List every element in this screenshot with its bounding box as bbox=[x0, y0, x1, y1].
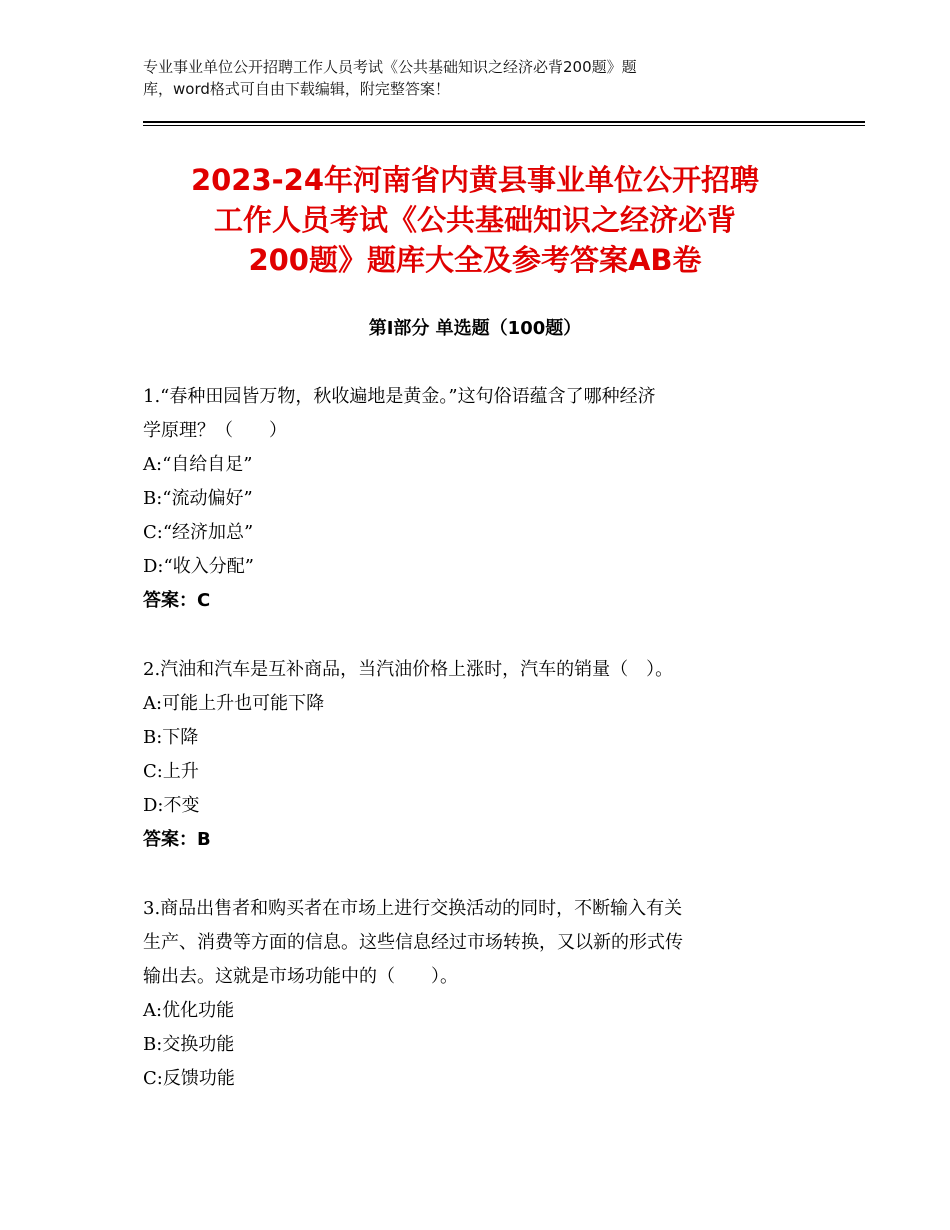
section-title: 第Ⅰ部分 单选题（100题） bbox=[368, 318, 582, 339]
option-b: B:交换功能 bbox=[143, 1034, 235, 1055]
title-line: 工作人员考试《公共基础知识之经济必背 bbox=[213, 203, 736, 237]
title-line: 200题》题库大全及参考答案AB卷 bbox=[248, 243, 702, 277]
header-note-line: 专业事业单位公开招聘工作人员考试《公共基础知识之经济必背200题》题 bbox=[143, 58, 637, 76]
question-1 bbox=[143, 380, 803, 618]
option-d: D:不变 bbox=[143, 795, 200, 816]
option-a: A:可能上升也可能下降 bbox=[143, 693, 325, 714]
option-c: C:“经济加总” bbox=[143, 522, 254, 543]
document-title bbox=[120, 160, 830, 280]
title-line: 2023-24年河南省内黄县事业单位公开招聘 bbox=[190, 163, 760, 197]
option-b: B:“流动偏好” bbox=[143, 488, 253, 509]
question-stem: 3.商品出售者和购买者在市场上进行交换活动的同时，不断输入有关 bbox=[143, 898, 683, 919]
question-stem: 2.汽油和汽车是互补商品，当汽油价格上涨时，汽车的销量（ ）。 bbox=[143, 659, 674, 680]
option-b: B:下降 bbox=[143, 727, 199, 748]
answer: 答案：C bbox=[143, 590, 211, 611]
answer: 答案：B bbox=[143, 829, 211, 850]
header-divider-thin bbox=[143, 125, 865, 126]
question-3 bbox=[143, 892, 803, 1096]
option-c: C:上升 bbox=[143, 761, 199, 782]
question-stem: 学原理？（ ） bbox=[143, 420, 287, 441]
header-note bbox=[143, 56, 783, 100]
header-divider bbox=[143, 121, 865, 123]
question-2 bbox=[143, 653, 803, 857]
question-stem: 输出去。这就是市场功能中的（ ）。 bbox=[143, 966, 458, 987]
question-stem: 1.“春种田园皆万物，秋收遍地是黄金。”这句俗语蕴含了哪种经济 bbox=[143, 386, 656, 407]
option-c: C:反馈功能 bbox=[143, 1068, 235, 1089]
question-stem: 生产、消费等方面的信息。这些信息经过市场转换，又以新的形式传 bbox=[143, 932, 683, 953]
header-note-line: 库，word格式可自由下载编辑，附完整答案！ bbox=[143, 80, 450, 98]
option-a: A:“自给自足” bbox=[143, 454, 253, 475]
option-d: D:“收入分配” bbox=[143, 556, 254, 577]
option-a: A:优化功能 bbox=[143, 1000, 235, 1021]
